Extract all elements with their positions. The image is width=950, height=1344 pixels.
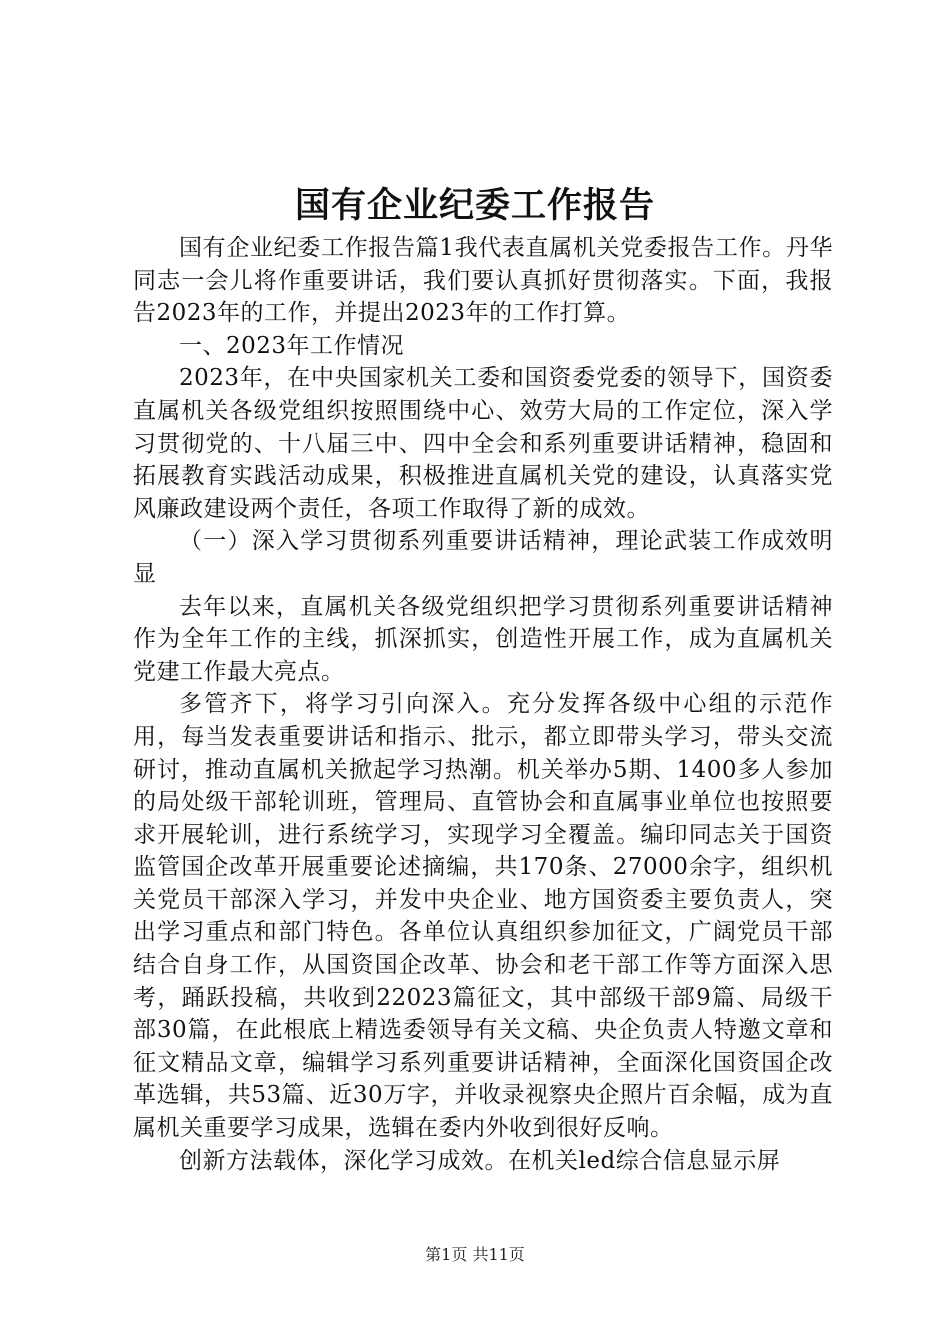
document-body — [133, 232, 833, 1177]
paragraph-study-deepen: 多管齐下，将学习引向深入。充分发挥各级中心组的示范作用，每当发表重要讲话和指示、批示，都立即带头学习，带头交流研讨，推动直属机关掀起学习热潮。机关举办5期、1400多人参加的局处级干部轮训班，管理局、直管协会和直属事业单位也按照要求开展轮训，进行系统学习，实现学习全覆盖。编印同志关于国资监管国企改革开展重要论述摘编，共170条、27000余字，组织机关党员干部深入学习，并发中央企业、地方国资委主要负责人，突出学习重点和部门特色。各单位认真组织参加征文，广阔党员干部结合自身工作，从国资国企改革、协会和老干部工作等方面深入思考，踊跃投稿，共收到22023篇征文，其中部级干部9篇、局级干部30篇，在此根底上精选委领导有关文稿、央企负责人特邀文章和征文精品文章，编辑学习系列重要讲话精神，全面深化国资国企改革选辑，共53篇、近30万字，并收录视察央企照片百余幅，成为直属机关重要学习成果，选辑在委内外收到很好反响。 — [133, 691, 833, 1142]
paragraph-main-line: 去年以来，直属机关各级党组织把学习贯彻系列重要讲话精神作为全年工作的主线，抓深抓实，创造性开展工作，成为直属机关党建工作最大亮点。 — [133, 593, 833, 685]
section-heading-1: 一、2023年工作情况 — [179, 332, 405, 359]
paragraph-innovate-methods: 创新方法载体，深化学习成效。在机关led综合信息显示屏 — [179, 1147, 781, 1174]
subsection-heading-1: （一）深入学习贯彻系列重要讲话精神，理论武装工作成效明显 — [133, 528, 833, 587]
document-title: 国有企业纪委工作报告 — [294, 185, 655, 226]
paragraph-intro: 国有企业纪委工作报告篇1我代表直属机关党委报告工作。丹华同志一会儿将作重要讲话，我们要认真抓好贯彻落实。下面，我报告2023年的工作，并提出2023年的工作打算。 — [133, 235, 833, 327]
paragraph-overview: 2023年，在中央国家机关工委和国资委党委的领导下，国资委直属机关各级党组织按照围绕中心、效劳大局的工作定位，深入学习贯彻党的、十八届三中、四中全会和系列重要讲话精神，稳固和拓展教育实践活动成果，积极推进直属机关党的建设，认真落实党风廉政建设两个责任，各项工作取得了新的成效。 — [133, 365, 833, 522]
page-number-footer: 第1页 共11页 — [425, 1245, 525, 1264]
